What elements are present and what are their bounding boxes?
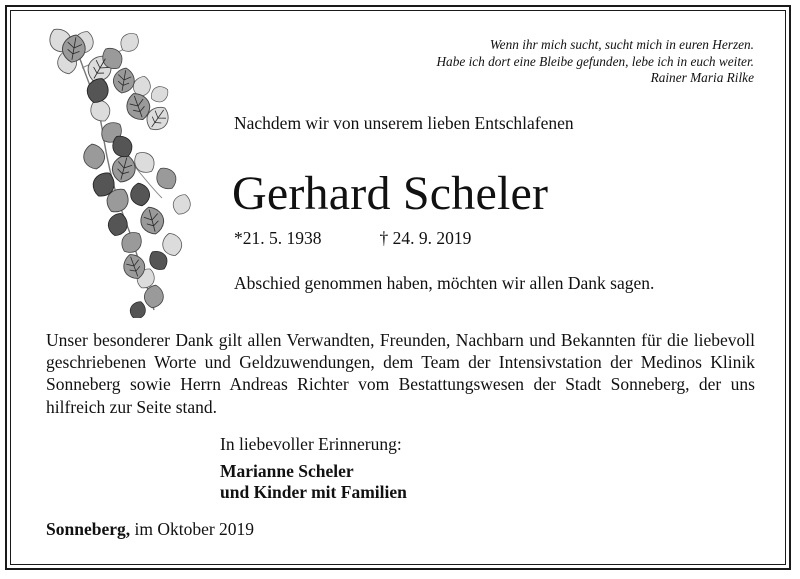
thanks-paragraph	[46, 329, 755, 418]
place-date-text: im Oktober 2019	[134, 519, 255, 539]
farewell-text: Abschied genommen haben, möchten wir allen Dank sagen.	[234, 273, 655, 293]
life-dates	[234, 228, 471, 249]
quote-author: Rainer Maria Rilke	[650, 70, 754, 85]
quote-line-2: Habe ich dort eine Bleibe gefunden, lebe ich in euch weiter.	[436, 53, 754, 69]
quote-line-1: Wenn ihr mich sucht, sucht mich in euren Herzen.	[489, 37, 754, 52]
place-city: Sonneberg,	[46, 519, 131, 539]
deceased-name: Gerhard Scheler	[232, 167, 549, 220]
signer-1: Marianne Scheler	[220, 461, 354, 481]
rilke-quote	[436, 37, 754, 87]
memory-label: In liebevoller Erinnerung:	[220, 434, 402, 454]
signers	[220, 461, 407, 503]
birth-date: *21. 5. 1938	[234, 228, 322, 248]
intro-text: Nachdem wir von unserem lieben Entschlafenen	[234, 113, 574, 133]
death-date: † 24. 9. 2019	[379, 228, 472, 248]
place-date	[46, 519, 254, 540]
ivy-leaves-illustration	[42, 28, 202, 318]
thanks-text: Unser besonderer Dank gilt allen Verwandten, Freunden, Nachbarn und Bekannten für die liebevoll geschriebenen Worte und Geldzuwendungen, dem Team der Intensivstation der Medinos Klinik Sonneberg sowie Herrn Andreas Richter vom Bestattungswesen der Stadt Sonneberg, der uns hilfreich zur Seite stand.	[46, 330, 755, 417]
signer-2: und Kinder mit Familien	[220, 482, 407, 502]
